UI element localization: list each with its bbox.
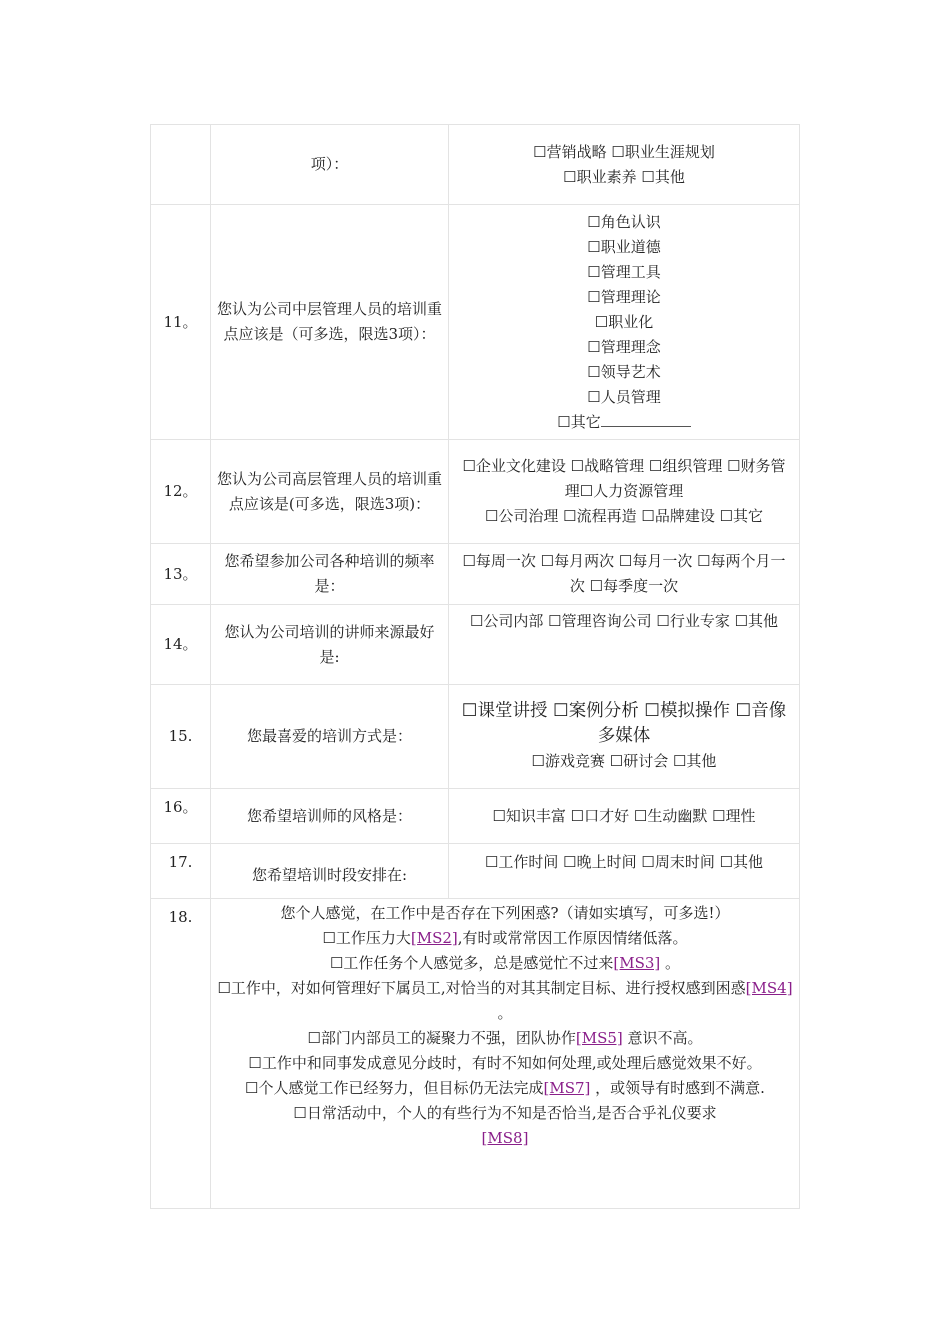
item-text: 。 [497, 1004, 513, 1022]
table-row [151, 899, 800, 1209]
option-line[interactable]: ☐公司治理 ☐流程再造 ☐品牌建设 ☐其它 [484, 507, 764, 525]
comment-marker[interactable]: [MS2] [410, 929, 458, 947]
option-line[interactable]: ☐职业素养 ☐其他 [563, 167, 685, 186]
option-line[interactable]: ☐游戏竞赛 ☐研讨会 ☐其他 [531, 752, 717, 770]
difficulty-item[interactable] [217, 1026, 793, 1051]
option-management-theory[interactable]: ☐管理理论 [587, 287, 661, 306]
answer-options [449, 544, 800, 605]
row-number: 16。 [151, 789, 211, 844]
row-number: 17. [151, 844, 211, 899]
difficulty-item[interactable] [217, 1076, 793, 1101]
item-text: ☐工作中和同事发成意见分歧时，有时不知如何处理,或处理后感觉效果不好。 [248, 1054, 762, 1072]
option-line[interactable]: ☐知识丰富 ☐口才好 ☐生动幽默 ☐理性 [492, 806, 756, 825]
option-line[interactable]: ☐企业文化建设 ☐战略管理 ☐组织管理 ☐财务管理☐人力资源管理 [462, 457, 786, 500]
item-text: ,有时或常常因工作原因情绪低落。 [457, 929, 688, 947]
item-text: 意识不高。 [622, 1029, 703, 1047]
item-text: ☐个人感觉工作已经努力，但目标仍无法完成 [245, 1079, 544, 1097]
table-row [151, 789, 800, 844]
option-other-label: ☐其它 [557, 412, 601, 431]
item-text: ☐工作任务个人感觉多，总是感觉忙不过来 [329, 954, 614, 972]
comment-marker[interactable]: [MS7] [543, 1079, 591, 1097]
answer-options [449, 685, 800, 789]
table-row [151, 125, 800, 205]
fill-blank[interactable] [601, 412, 691, 427]
difficulty-item[interactable] [217, 1051, 793, 1076]
item-text: 。 [660, 954, 681, 972]
option-role-recognition[interactable]: ☐角色认识 [587, 212, 661, 231]
option-line[interactable]: ☐营销战略 ☐职业生涯规划 [533, 142, 715, 161]
option-line[interactable]: ☐每周一次 ☐每月两次 ☐每月一次 ☐每两个月一次 ☐每季度一次 [462, 552, 786, 595]
answer-options [449, 844, 800, 899]
option-management-tools[interactable]: ☐管理工具 [587, 262, 661, 281]
item-text: ☐工作压力大 [322, 929, 411, 947]
difficulty-item[interactable] [217, 951, 793, 976]
answer-options [449, 125, 800, 205]
item-text: ☐日常活动中，个人的有些行为不知是否恰当,是否合乎礼仪要求 [293, 1104, 717, 1122]
answer-options [449, 605, 800, 685]
table-row [151, 685, 800, 789]
answer-options [449, 205, 800, 440]
row-number: 14。 [151, 605, 211, 685]
table-row [151, 844, 800, 899]
row-number: 12。 [151, 440, 211, 544]
question-text: 您认为公司培训的讲师来源最好是: [211, 605, 449, 685]
difficulty-item[interactable] [217, 926, 793, 951]
item-text: ，或领导有时感到不满意. [590, 1079, 765, 1097]
table-row [151, 605, 800, 685]
question-text: 您认为公司中层管理人员的培训重点应该是（可多选，限选3项）： [211, 205, 449, 440]
row-number: 15. [151, 685, 211, 789]
question-text: 您希望参加公司各种培训的频率是： [211, 544, 449, 605]
question-text: 您希望培训师的风格是： [211, 789, 449, 844]
item-text: ☐工作中，对如何管理好下属员工,对恰当的对其其制定目标、进行授权感到困惑 [217, 979, 746, 997]
comment-marker[interactable]: [MS8] [481, 1129, 529, 1147]
table-row [151, 205, 800, 440]
row-number: 18. [151, 899, 211, 1209]
option-line[interactable]: ☐课堂讲授 ☐案例分析 ☐模拟操作 ☐音像多媒体 [461, 701, 787, 746]
option-other[interactable] [455, 410, 793, 435]
option-people-management[interactable]: ☐人员管理 [587, 387, 661, 406]
table-row [151, 440, 800, 544]
option-line[interactable]: ☐公司内部 ☐管理咨询公司 ☐行业专家 ☐其他 [469, 612, 779, 630]
row-number [151, 125, 211, 205]
comment-marker[interactable]: [MS4] [745, 979, 793, 997]
comment-marker[interactable]: [MS3] [613, 954, 661, 972]
option-line[interactable]: ☐工作时间 ☐晚上时间 ☐周末时间 ☐其他 [484, 853, 764, 871]
question-text: 您认为公司高层管理人员的培训重点应该是(可多选，限选3项)： [211, 440, 449, 544]
question-text: 您个人感觉，在工作中是否存在下列困惑?（请如实填写，可多选!） [280, 904, 730, 922]
row-number: 11。 [151, 205, 211, 440]
answer-options [449, 789, 800, 844]
option-ethics[interactable]: ☐职业道德 [587, 237, 661, 256]
comment-marker[interactable]: [MS5] [575, 1029, 623, 1047]
question-text: 项）： [211, 125, 449, 205]
option-management-concept[interactable]: ☐管理理念 [587, 337, 661, 356]
question-text: 您最喜爱的培训方式是： [211, 685, 449, 789]
difficulty-item[interactable] [217, 1101, 793, 1151]
answer-options [449, 440, 800, 544]
survey-table [150, 124, 800, 1209]
option-professionalism[interactable]: ☐职业化 [594, 312, 654, 331]
difficulty-item[interactable] [217, 976, 793, 1026]
question-text: 您希望培训时段安排在: [211, 844, 449, 899]
table-row [151, 544, 800, 605]
difficulties-cell [211, 899, 800, 1209]
row-number: 13。 [151, 544, 211, 605]
item-text: ☐部门内部员工的凝聚力不强，团队协作 [307, 1029, 576, 1047]
option-leadership[interactable]: ☐领导艺术 [587, 362, 661, 381]
